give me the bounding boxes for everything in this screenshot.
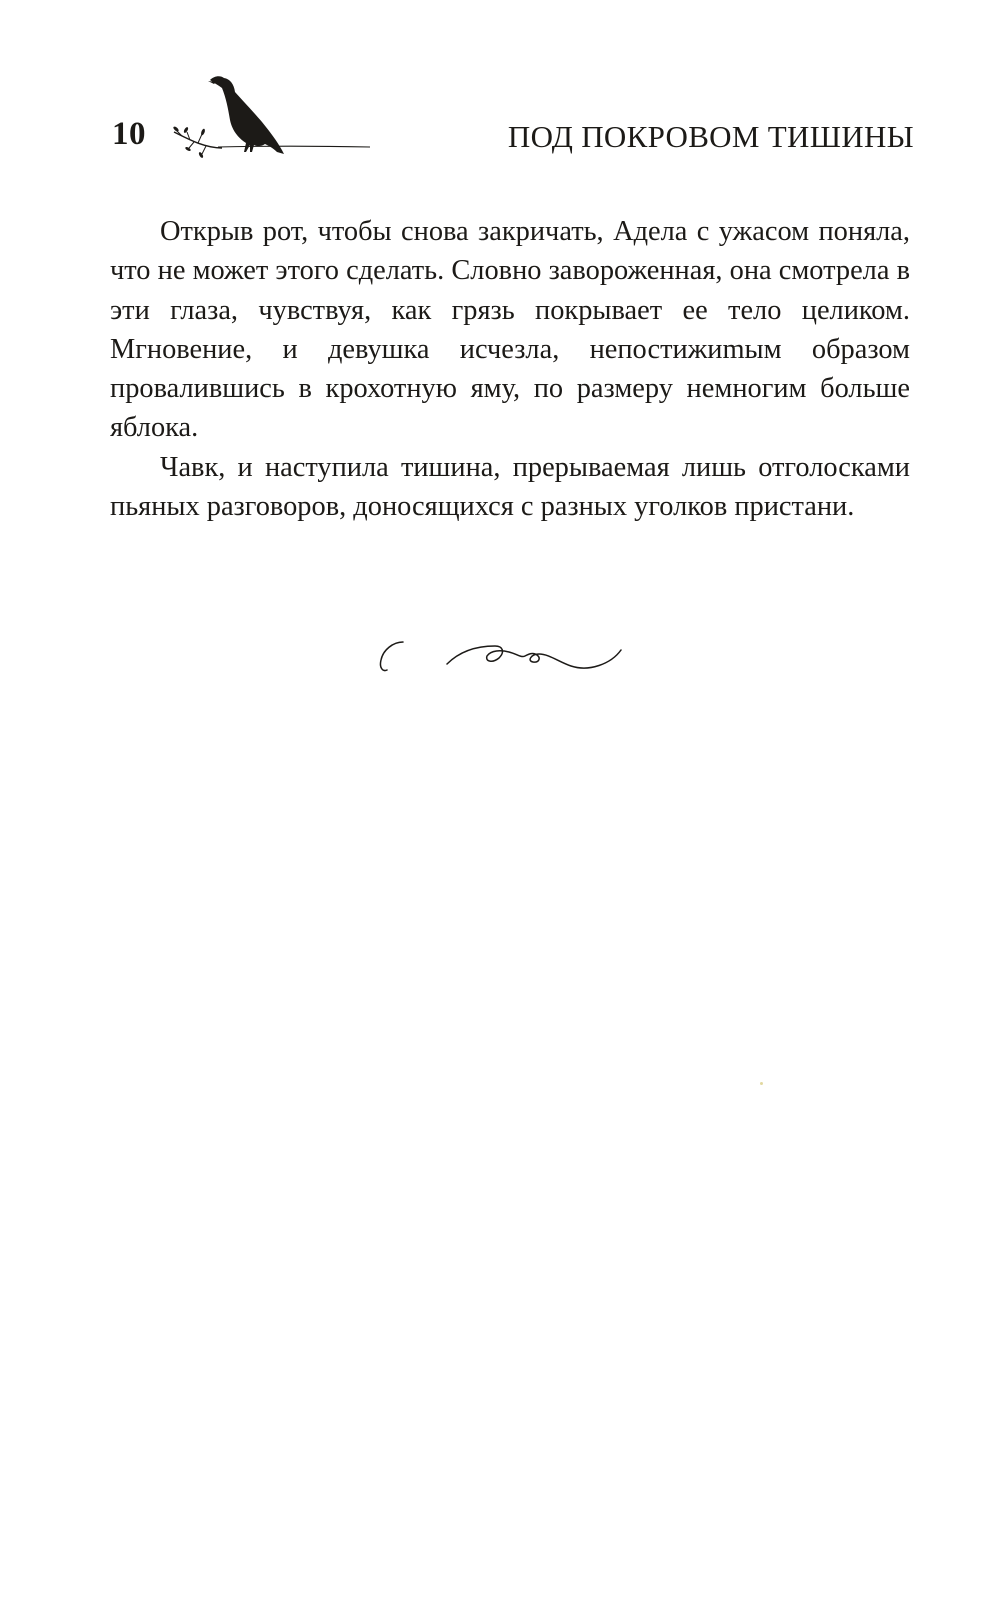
body-text — [110, 212, 910, 526]
end-flourish-icon — [375, 628, 625, 678]
page-number: 10 — [112, 116, 146, 152]
running-title: ПОД ПОКРОВОМ ТИШИНЫ — [507, 119, 914, 154]
paragraph: Чавк, и наступила тишина, прерываемая лишь отголосками пьяных разговоров, доносящихся с разных уголков пристани. — [110, 451, 910, 523]
page-header — [0, 0, 1000, 175]
raven-on-branch-icon — [170, 70, 380, 170]
paragraph: Открыв рот, чтобы снова закричать, Адела с ужасом поняла, что не может этого сделать. Словно завороженная, она смотрела в эти глаза, чувствуя, как грязь покрывает ее тело целиком. Мгновение, и девушка исчезла, непостижиmым образом провалившись в крохотную яму, по размеру немногим больше яблока. — [110, 216, 910, 444]
paper-speck — [760, 1082, 763, 1085]
